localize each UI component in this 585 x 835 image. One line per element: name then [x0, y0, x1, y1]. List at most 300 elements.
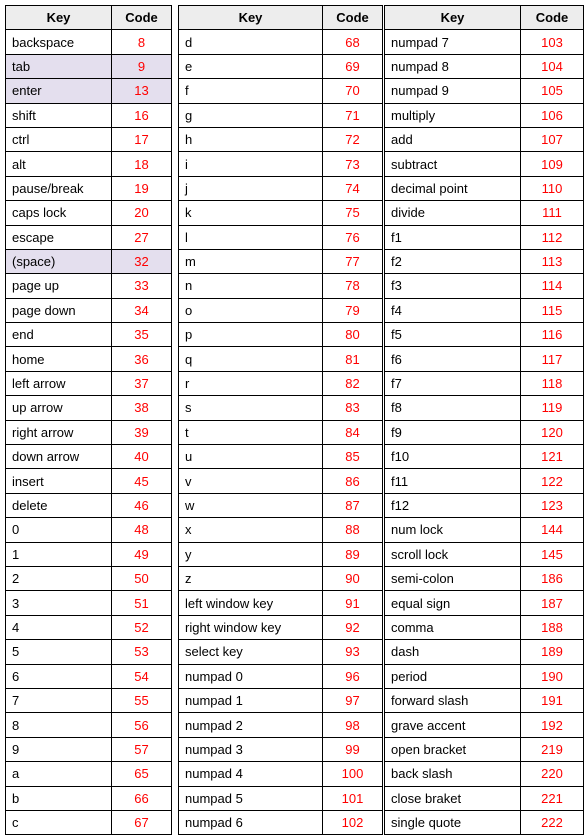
key-code-cell: 189 — [521, 640, 584, 664]
key-code-cell: 144 — [521, 518, 584, 542]
key-name-cell: select key — [179, 640, 323, 664]
table-row-semi-colon — [385, 566, 584, 590]
table-row-h — [179, 127, 383, 151]
table-row-v — [179, 469, 383, 493]
key-code-cell: 106 — [521, 103, 584, 127]
key-name-cell: i — [179, 152, 323, 176]
key-code-cell: 221 — [521, 786, 584, 810]
key-name-cell: numpad 2 — [179, 713, 323, 737]
table-row-u — [179, 445, 383, 469]
key-code-cell: 219 — [521, 737, 584, 761]
key-name-cell: l — [179, 225, 323, 249]
keycode-table-2 — [178, 5, 383, 835]
key-name-cell: f5 — [385, 323, 521, 347]
code-column-header: Code — [112, 6, 172, 30]
key-name-cell: g — [179, 103, 323, 127]
table-row-f4 — [385, 298, 584, 322]
key-name-cell: 2 — [6, 566, 112, 590]
keycode-table-1 — [5, 5, 172, 835]
table-row-f9 — [385, 420, 584, 444]
key-name-cell: delete — [6, 493, 112, 517]
table-row-alt — [6, 152, 172, 176]
table-row-numpad-0 — [179, 664, 383, 688]
key-name-cell: n — [179, 274, 323, 298]
key-code-cell: 91 — [323, 591, 383, 615]
table-row-f12 — [385, 493, 584, 517]
table-row-single-quote — [385, 810, 584, 834]
key-name-cell: numpad 5 — [179, 786, 323, 810]
key-name-cell: right arrow — [6, 420, 112, 444]
key-name-cell: f12 — [385, 493, 521, 517]
key-code-cell: 90 — [323, 566, 383, 590]
table-row-add — [385, 127, 584, 151]
key-name-cell: numpad 0 — [179, 664, 323, 688]
key-code-cell: 77 — [323, 249, 383, 273]
key-column-header: Key — [385, 6, 521, 30]
key-code-cell: 112 — [521, 225, 584, 249]
table-row-tab — [6, 54, 172, 78]
table-row-insert — [6, 469, 172, 493]
key-code-cell: 190 — [521, 664, 584, 688]
table-row-a — [6, 762, 172, 786]
table-row-up-arrow — [6, 396, 172, 420]
table-row-left-window-key — [179, 591, 383, 615]
table-row-o — [179, 298, 383, 322]
key-name-cell: f11 — [385, 469, 521, 493]
table-row-f10 — [385, 445, 584, 469]
key-code-cell: 79 — [323, 298, 383, 322]
table-row-m — [179, 249, 383, 273]
key-code-cell: 96 — [323, 664, 383, 688]
key-name-cell: a — [6, 762, 112, 786]
table-row-0 — [6, 518, 172, 542]
table-row-page-down — [6, 298, 172, 322]
key-name-cell: tab — [6, 54, 112, 78]
keycode-reference — [5, 5, 583, 831]
key-code-cell: 33 — [112, 274, 172, 298]
key-name-cell: forward slash — [385, 688, 521, 712]
key-name-cell: caps lock — [6, 201, 112, 225]
key-code-cell: 35 — [112, 323, 172, 347]
key-name-cell: decimal point — [385, 176, 521, 200]
table-row-right-window-key — [179, 615, 383, 639]
key-name-cell: numpad 6 — [179, 810, 323, 834]
key-code-cell: 73 — [323, 152, 383, 176]
key-name-cell: d — [179, 30, 323, 54]
table-row-numpad-5 — [179, 786, 383, 810]
key-code-cell: 54 — [112, 664, 172, 688]
key-name-cell: f7 — [385, 371, 521, 395]
key-name-cell: f3 — [385, 274, 521, 298]
table-row-left-arrow — [6, 371, 172, 395]
table-row-b — [6, 786, 172, 810]
table-row-period — [385, 664, 584, 688]
key-name-cell: page down — [6, 298, 112, 322]
table-row-g — [179, 103, 383, 127]
key-code-cell: 92 — [323, 615, 383, 639]
table-row-page-up — [6, 274, 172, 298]
key-name-cell: 7 — [6, 688, 112, 712]
key-name-cell: 9 — [6, 737, 112, 761]
key-name-cell: r — [179, 371, 323, 395]
table-row-f5 — [385, 323, 584, 347]
key-name-cell: y — [179, 542, 323, 566]
table-row-numpad-1 — [179, 688, 383, 712]
key-name-cell: numpad 4 — [179, 762, 323, 786]
key-code-cell: 37 — [112, 371, 172, 395]
key-code-cell: 69 — [323, 54, 383, 78]
key-code-cell: 98 — [323, 713, 383, 737]
key-code-cell: 100 — [323, 762, 383, 786]
table-row-f11 — [385, 469, 584, 493]
key-code-cell: 40 — [112, 445, 172, 469]
table-row-r — [179, 371, 383, 395]
table-row-x — [179, 518, 383, 542]
table-row-e — [179, 54, 383, 78]
table-row-f1 — [385, 225, 584, 249]
key-code-cell: 8 — [112, 30, 172, 54]
key-code-cell: 36 — [112, 347, 172, 371]
key-code-cell: 222 — [521, 810, 584, 834]
table-row-6 — [6, 664, 172, 688]
key-code-cell: 115 — [521, 298, 584, 322]
key-code-cell: 99 — [323, 737, 383, 761]
key-name-cell: k — [179, 201, 323, 225]
table-row-right-arrow — [6, 420, 172, 444]
key-code-cell: 49 — [112, 542, 172, 566]
key-column-header: Key — [6, 6, 112, 30]
key-code-cell: 18 — [112, 152, 172, 176]
key-name-cell: down arrow — [6, 445, 112, 469]
key-code-cell: 50 — [112, 566, 172, 590]
key-code-cell: 87 — [323, 493, 383, 517]
key-name-cell: subtract — [385, 152, 521, 176]
table-row-escape — [6, 225, 172, 249]
table-row-f — [179, 79, 383, 103]
key-code-cell: 192 — [521, 713, 584, 737]
table-row-numpad-8 — [385, 54, 584, 78]
key-name-cell: end — [6, 323, 112, 347]
key-code-cell: 57 — [112, 737, 172, 761]
key-code-cell: 110 — [521, 176, 584, 200]
key-code-cell: 27 — [112, 225, 172, 249]
key-code-cell: 113 — [521, 249, 584, 273]
table-row-equal-sign — [385, 591, 584, 615]
table-row-8 — [6, 713, 172, 737]
table-row-forward-slash — [385, 688, 584, 712]
key-name-cell: c — [6, 810, 112, 834]
key-name-cell: f1 — [385, 225, 521, 249]
key-code-cell: 120 — [521, 420, 584, 444]
table-row-delete — [6, 493, 172, 517]
key-code-cell: 191 — [521, 688, 584, 712]
key-name-cell: z — [179, 566, 323, 590]
key-code-cell: 16 — [112, 103, 172, 127]
table-row-end — [6, 323, 172, 347]
table-row-numpad-7 — [385, 30, 584, 54]
key-code-cell: 34 — [112, 298, 172, 322]
key-name-cell: alt — [6, 152, 112, 176]
key-code-cell: 117 — [521, 347, 584, 371]
key-column-header: Key — [179, 6, 323, 30]
table-row-enter — [6, 79, 172, 103]
table-row-grave-accent — [385, 713, 584, 737]
key-name-cell: equal sign — [385, 591, 521, 615]
key-code-cell: 82 — [323, 371, 383, 395]
key-name-cell: scroll lock — [385, 542, 521, 566]
table-row-n — [179, 274, 383, 298]
key-name-cell: num lock — [385, 518, 521, 542]
table-row-select-key — [179, 640, 383, 664]
key-name-cell: f2 — [385, 249, 521, 273]
keycode-table-3 — [384, 5, 584, 835]
table-row-space — [6, 249, 172, 273]
table-row-d — [179, 30, 383, 54]
table-row-w — [179, 493, 383, 517]
key-name-cell: f4 — [385, 298, 521, 322]
key-code-cell: 102 — [323, 810, 383, 834]
key-name-cell: q — [179, 347, 323, 371]
key-name-cell: s — [179, 396, 323, 420]
key-code-cell: 85 — [323, 445, 383, 469]
key-code-cell: 114 — [521, 274, 584, 298]
key-code-cell: 13 — [112, 79, 172, 103]
key-name-cell: grave accent — [385, 713, 521, 737]
key-code-cell: 76 — [323, 225, 383, 249]
key-name-cell: back slash — [385, 762, 521, 786]
key-name-cell: up arrow — [6, 396, 112, 420]
key-code-cell: 123 — [521, 493, 584, 517]
key-code-cell: 88 — [323, 518, 383, 542]
key-code-cell: 97 — [323, 688, 383, 712]
key-name-cell: f — [179, 79, 323, 103]
table-row-caps-lock — [6, 201, 172, 225]
key-name-cell: page up — [6, 274, 112, 298]
key-name-cell: p — [179, 323, 323, 347]
key-name-cell: t — [179, 420, 323, 444]
key-code-cell: 45 — [112, 469, 172, 493]
key-name-cell: (space) — [6, 249, 112, 273]
table-row-numpad-4 — [179, 762, 383, 786]
code-column-header: Code — [323, 6, 383, 30]
key-name-cell: b — [6, 786, 112, 810]
key-code-cell: 101 — [323, 786, 383, 810]
table-row-k — [179, 201, 383, 225]
table-row-5 — [6, 640, 172, 664]
header-row — [179, 6, 383, 30]
key-code-cell: 220 — [521, 762, 584, 786]
key-name-cell: left window key — [179, 591, 323, 615]
key-code-cell: 75 — [323, 201, 383, 225]
key-code-cell: 118 — [521, 371, 584, 395]
key-code-cell: 53 — [112, 640, 172, 664]
key-code-cell: 70 — [323, 79, 383, 103]
table-row-2 — [6, 566, 172, 590]
table-row-t — [179, 420, 383, 444]
key-name-cell: numpad 1 — [179, 688, 323, 712]
key-code-cell: 78 — [323, 274, 383, 298]
key-code-cell: 121 — [521, 445, 584, 469]
key-name-cell: f8 — [385, 396, 521, 420]
key-name-cell: multiply — [385, 103, 521, 127]
key-code-cell: 119 — [521, 396, 584, 420]
table-row-f7 — [385, 371, 584, 395]
key-code-cell: 48 — [112, 518, 172, 542]
key-name-cell: w — [179, 493, 323, 517]
key-name-cell: numpad 3 — [179, 737, 323, 761]
key-name-cell: o — [179, 298, 323, 322]
key-code-cell: 104 — [521, 54, 584, 78]
table-row-l — [179, 225, 383, 249]
key-code-cell: 145 — [521, 542, 584, 566]
key-code-cell: 17 — [112, 127, 172, 151]
key-name-cell: shift — [6, 103, 112, 127]
key-name-cell: backspace — [6, 30, 112, 54]
table-row-q — [179, 347, 383, 371]
key-code-cell: 72 — [323, 127, 383, 151]
table-row-numpad-6 — [179, 810, 383, 834]
key-name-cell: 0 — [6, 518, 112, 542]
table-row-9 — [6, 737, 172, 761]
key-code-cell: 71 — [323, 103, 383, 127]
key-name-cell: comma — [385, 615, 521, 639]
table-row-scroll-lock — [385, 542, 584, 566]
key-code-cell: 46 — [112, 493, 172, 517]
key-code-cell: 66 — [112, 786, 172, 810]
key-name-cell: f9 — [385, 420, 521, 444]
table-row-close-braket — [385, 786, 584, 810]
key-name-cell: semi-colon — [385, 566, 521, 590]
table-row-7 — [6, 688, 172, 712]
key-code-cell: 39 — [112, 420, 172, 444]
header-row — [6, 6, 172, 30]
key-code-cell: 84 — [323, 420, 383, 444]
key-code-cell: 68 — [323, 30, 383, 54]
table-row-4 — [6, 615, 172, 639]
key-code-cell: 86 — [323, 469, 383, 493]
key-code-cell: 32 — [112, 249, 172, 273]
key-name-cell: numpad 8 — [385, 54, 521, 78]
key-code-cell: 9 — [112, 54, 172, 78]
table-row-home — [6, 347, 172, 371]
table-row-dash — [385, 640, 584, 664]
table-row-ctrl — [6, 127, 172, 151]
key-code-cell: 186 — [521, 566, 584, 590]
table-row-3 — [6, 591, 172, 615]
key-code-cell: 93 — [323, 640, 383, 664]
key-name-cell: pause/break — [6, 176, 112, 200]
key-name-cell: period — [385, 664, 521, 688]
key-code-cell: 188 — [521, 615, 584, 639]
key-name-cell: enter — [6, 79, 112, 103]
key-name-cell: 6 — [6, 664, 112, 688]
key-name-cell: f10 — [385, 445, 521, 469]
table-row-f3 — [385, 274, 584, 298]
table-row-open-bracket — [385, 737, 584, 761]
key-code-cell: 51 — [112, 591, 172, 615]
key-code-cell: 103 — [521, 30, 584, 54]
header-row — [385, 6, 584, 30]
key-name-cell: 5 — [6, 640, 112, 664]
key-code-cell: 52 — [112, 615, 172, 639]
key-name-cell: numpad 7 — [385, 30, 521, 54]
table-row-i — [179, 152, 383, 176]
key-name-cell: single quote — [385, 810, 521, 834]
table-row-c — [6, 810, 172, 834]
table-row-pause-break — [6, 176, 172, 200]
key-name-cell: home — [6, 347, 112, 371]
key-code-cell: 81 — [323, 347, 383, 371]
key-code-cell: 65 — [112, 762, 172, 786]
table-row-divide — [385, 201, 584, 225]
key-code-cell: 109 — [521, 152, 584, 176]
table-row-multiply — [385, 103, 584, 127]
table-row-comma — [385, 615, 584, 639]
key-name-cell: close braket — [385, 786, 521, 810]
key-name-cell: m — [179, 249, 323, 273]
key-code-cell: 55 — [112, 688, 172, 712]
key-name-cell: 4 — [6, 615, 112, 639]
key-code-cell: 80 — [323, 323, 383, 347]
key-name-cell: 8 — [6, 713, 112, 737]
table-row-down-arrow — [6, 445, 172, 469]
key-name-cell: j — [179, 176, 323, 200]
key-name-cell: 3 — [6, 591, 112, 615]
key-name-cell: numpad 9 — [385, 79, 521, 103]
key-name-cell: h — [179, 127, 323, 151]
key-code-cell: 38 — [112, 396, 172, 420]
key-code-cell: 56 — [112, 713, 172, 737]
table-row-1 — [6, 542, 172, 566]
key-code-cell: 122 — [521, 469, 584, 493]
key-name-cell: left arrow — [6, 371, 112, 395]
key-code-cell: 116 — [521, 323, 584, 347]
table-row-j — [179, 176, 383, 200]
table-row-num-lock — [385, 518, 584, 542]
key-name-cell: divide — [385, 201, 521, 225]
table-row-f8 — [385, 396, 584, 420]
table-row-s — [179, 396, 383, 420]
key-name-cell: dash — [385, 640, 521, 664]
key-name-cell: escape — [6, 225, 112, 249]
key-name-cell: add — [385, 127, 521, 151]
key-name-cell: e — [179, 54, 323, 78]
key-code-cell: 111 — [521, 201, 584, 225]
key-code-cell: 83 — [323, 396, 383, 420]
key-name-cell: 1 — [6, 542, 112, 566]
table-row-back-slash — [385, 762, 584, 786]
table-row-numpad-9 — [385, 79, 584, 103]
table-row-shift — [6, 103, 172, 127]
table-row-backspace — [6, 30, 172, 54]
table-row-f6 — [385, 347, 584, 371]
table-row-decimal-point — [385, 176, 584, 200]
key-code-cell: 74 — [323, 176, 383, 200]
table-row-f2 — [385, 249, 584, 273]
table-row-numpad-2 — [179, 713, 383, 737]
table-row-p — [179, 323, 383, 347]
table-row-y — [179, 542, 383, 566]
key-code-cell: 20 — [112, 201, 172, 225]
key-code-cell: 105 — [521, 79, 584, 103]
key-code-cell: 89 — [323, 542, 383, 566]
code-column-header: Code — [521, 6, 584, 30]
key-name-cell: x — [179, 518, 323, 542]
key-name-cell: insert — [6, 469, 112, 493]
key-name-cell: right window key — [179, 615, 323, 639]
key-name-cell: u — [179, 445, 323, 469]
key-name-cell: open bracket — [385, 737, 521, 761]
